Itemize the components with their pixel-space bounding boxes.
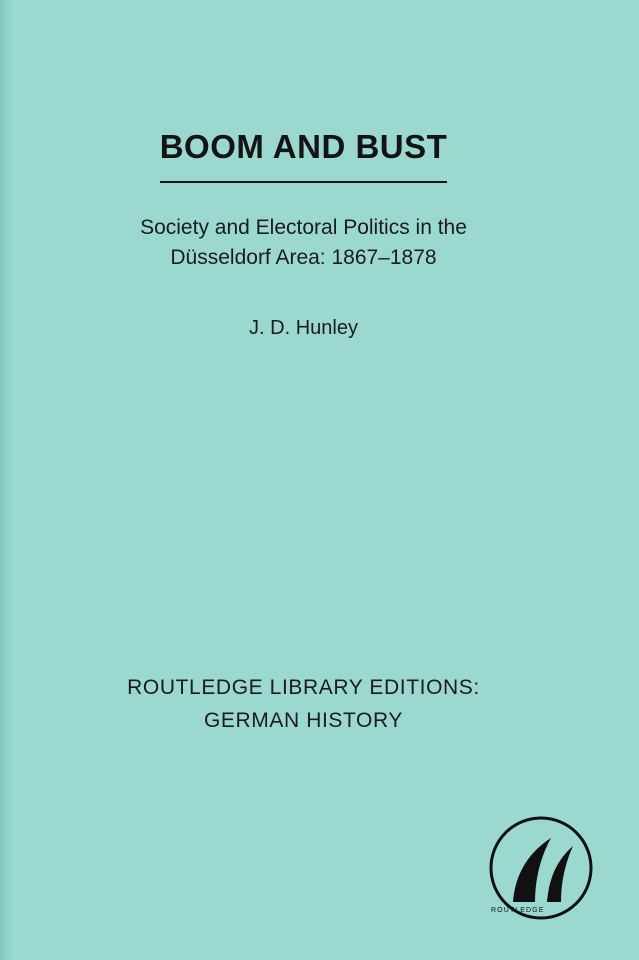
routledge-logo [489, 816, 593, 920]
series-line-1: ROUTLEDGE LIBRARY EDITIONS: [127, 676, 480, 699]
spine-shading [0, 0, 14, 960]
subtitle [14, 213, 593, 273]
series-line-2: GERMAN HISTORY [204, 708, 403, 732]
author-name: J. D. Hunley [249, 316, 358, 339]
subtitle-line-1: Society and Electoral Politics in the [140, 215, 467, 239]
routledge-wordmark: ROUTLEDGE [491, 907, 545, 914]
cover-content [14, 0, 639, 960]
page-title: BOOM AND BUST [160, 128, 448, 183]
subtitle-line-2: Düsseldorf Area: 1867–1878 [170, 245, 437, 269]
series-block [14, 672, 593, 737]
title-block [14, 128, 593, 340]
